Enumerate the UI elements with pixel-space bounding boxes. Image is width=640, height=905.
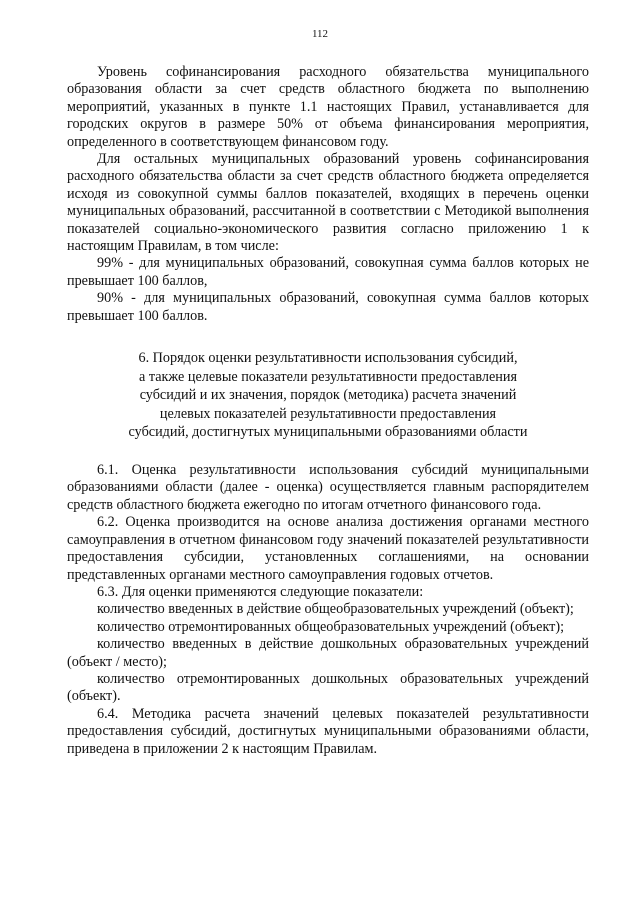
page-number: 112 (311, 28, 329, 40)
paragraph: 6.4. Методика расчета значений целевых показателей результативности предоставления субсидий, достигнутых муниципальными образованиями области, приведена в приложении 2 к настоящим Правилам. (67, 705, 589, 757)
document-body (67, 64, 589, 758)
paragraph: 6.3. Для оценки применяются следующие показатели: (97, 583, 424, 600)
section-heading (67, 349, 589, 442)
paragraph: Для остальных муниципальных образований уровень софинансирования расходного обязательства области за счет средств областного бюджета определяется исходя из совокупной суммы баллов показателей, входящих в перечень оценки муниципальных образований, рассчитанной в соответствии с Методикой выполнения показателей социально-экономического развития согласно приложению 1 к настоящим Правилам, в том числе: (67, 151, 589, 255)
section-heading-line: субсидий, достигнутых муниципальными образованиями области (128, 424, 528, 441)
section-heading-line: целевых показателей результативности предоставления (159, 405, 497, 422)
section-heading-line: 6. Порядок оценки результативности использования субсидий, (138, 350, 518, 367)
paragraph: Уровень софинансирования расходного обязательства муниципального образования области за счет средств областного бюджета по выполнению мероприятий, указанных в пункте 1.1 настоящих Правил, устанавливается для городских округов в размере 50% от объема финансирования мероприятия, определенного в соответствующем финансовом году. (67, 64, 589, 150)
indicator-item: количество отремонтированных общеобразовательных учреждений (объект); (97, 618, 565, 635)
section-heading-line: субсидий и их значения, порядок (методика) расчета значений (139, 387, 517, 404)
section-heading-line: а также целевые показатели результативности предоставления (139, 368, 517, 385)
paragraph: 99% - для муниципальных образований, совокупная сумма баллов которых не превышает 100 баллов, (67, 255, 589, 289)
indicator-item: количество введенных в действие дошкольных образовательных учреждений (объект / место); (67, 636, 589, 670)
paragraph: 6.2. Оценка производится на основе анализа достижения органами местного самоуправления в отчетном финансовом году значений показателей результативности предоставления субсидии, установленных соглашениями, на основании представленных органами местного самоуправления годовых отчетов. (67, 514, 589, 583)
indicator-item: количество введенных в действие общеобразовательных учреждений (объект); (97, 601, 574, 618)
paragraph: 90% - для муниципальных образований, совокупная сумма баллов которых превышает 100 баллов. (67, 290, 589, 324)
indicator-item: количество отремонтированных дошкольных образовательных учреждений (объект). (67, 670, 589, 705)
paragraph: 6.1. Оценка результативности использования субсидий муниципальными образованиями области (далее - оценка) осуществляется главным распорядителем средств областного бюджета ежегодно по итогам отчетного финансового года. (67, 462, 589, 513)
